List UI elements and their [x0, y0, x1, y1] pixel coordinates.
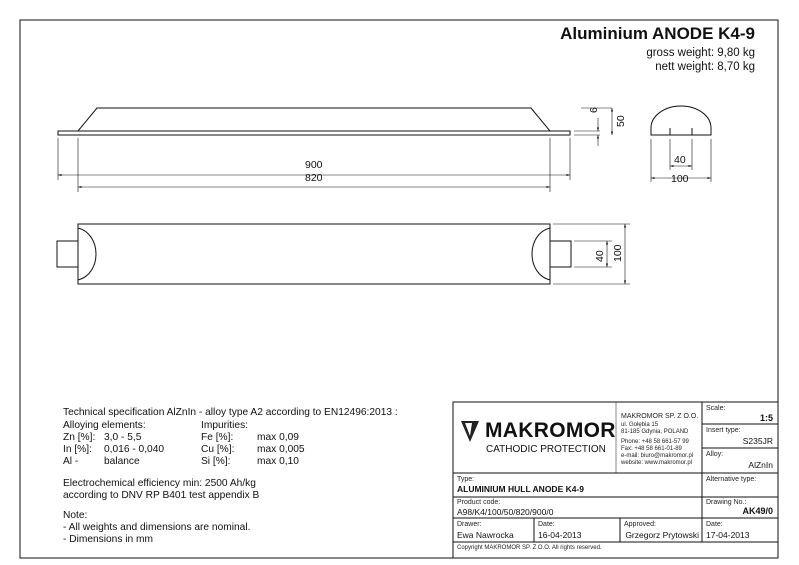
dim-length-total: 900: [305, 159, 323, 171]
alloy-val: 3,0 - 5,5: [104, 432, 142, 443]
insert-type-value: S235JR: [742, 436, 773, 446]
note-item: - All weights and dimensions are nominal.: [63, 522, 251, 533]
gross-weight: gross weight: 9,80 kg: [646, 47, 755, 59]
product-code-label: Product code:: [457, 499, 501, 506]
impurity-val: max 0,09: [257, 432, 299, 443]
drawer-value: Ewa Nawrocka: [457, 530, 514, 540]
dim-top-core: 40: [594, 250, 606, 262]
efficiency-line: Electrochemical efficiency min: 2500 Ah/kg: [63, 478, 256, 489]
impurities-heading: Impurities:: [201, 420, 248, 431]
alloy-val: balance: [104, 456, 140, 467]
company-email: e-mail: biuro@makromor.pl: [621, 453, 694, 459]
company-fax: Fax: +48 58 661-01-89: [621, 446, 682, 452]
drawer-label: Drawer:: [457, 521, 482, 528]
alloy-el: Zn [%]:: [63, 432, 96, 443]
insert-type-label: Insert type:: [706, 427, 741, 434]
impurity-el: Si [%]:: [201, 456, 231, 467]
type-label: Type:: [457, 476, 475, 483]
spec-line: Technical specification AlZnIn - alloy type A2 according to EN12496:2013 :: [63, 407, 398, 418]
alloy-el: In [%]:: [63, 444, 92, 455]
scale-label: Scale:: [706, 405, 726, 412]
company-address: ul. Gołębia 15: [621, 422, 659, 428]
alloy-val: 0,016 - 0,040: [104, 444, 165, 455]
dim-end-top: 40: [674, 154, 686, 166]
date-value: 16-04-2013: [538, 530, 582, 540]
dim-side-height: 50: [615, 115, 627, 127]
company-name: MAKROMOR SP. Z O.O.: [621, 413, 699, 420]
approved-value: Grzegorz Prytowski: [625, 530, 699, 540]
dim-top-width: 100: [612, 244, 624, 262]
date-label: Date:: [706, 521, 723, 528]
drawing-no-value: AK49/0: [742, 506, 773, 516]
side-view: [58, 108, 612, 146]
company-website: website: www.makromor.pl: [621, 460, 693, 466]
note-item: - Dimensions in mm: [63, 534, 154, 545]
approved-label: Approved:: [624, 521, 656, 528]
alloy-label: Alloy:: [706, 451, 724, 458]
company-phone: Phone: +48 58 661-57 99: [621, 439, 689, 445]
product-code-value: A98/K4/100/50/820/900/0: [457, 507, 554, 517]
top-view: [57, 224, 630, 284]
according-line: according to DNV RP B401 test appendix B: [63, 490, 260, 501]
type-value: ALUMINIUM HULL ANODE K4-9: [457, 484, 585, 494]
dim-end-width: 100: [671, 173, 689, 185]
end-view: [651, 106, 711, 182]
dim-length-body: 820: [305, 172, 323, 184]
nett-weight: nett weight: 8,70 kg: [655, 61, 755, 73]
makromor-logo-icon: [461, 421, 479, 442]
alternative-type-label: Alternative type:: [706, 476, 757, 483]
drawing-no-label: Drawing No.:: [706, 499, 747, 506]
date-label: Date:: [538, 521, 555, 528]
impurity-el: Fe [%]:: [201, 432, 234, 443]
impurity-val: max 0,10: [257, 456, 299, 467]
notes-heading: Note:: [63, 510, 88, 521]
company-address: 81-185 Gdynia, POLAND: [621, 429, 689, 435]
alloy-el: Al -: [63, 456, 79, 467]
copyright: Copyright MAKROMOR SP. Z O.O. All rights reserved.: [457, 545, 602, 551]
alloying-heading: Alloying elements:: [63, 420, 146, 431]
drawing-title: Aluminium ANODE K4-9: [560, 24, 755, 43]
dim-side-thickness: 6: [588, 107, 600, 113]
scale-value: 1:5: [759, 413, 773, 423]
impurity-val: max 0,005: [257, 444, 305, 455]
alloy-value: AlZnIn: [748, 460, 773, 470]
date-value: 17-04-2013: [706, 530, 750, 540]
logo-subtitle: CATHODIC PROTECTION: [486, 444, 606, 455]
logo-name: MAKROMOR: [485, 419, 616, 442]
impurity-el: Cu [%]:: [201, 444, 235, 455]
